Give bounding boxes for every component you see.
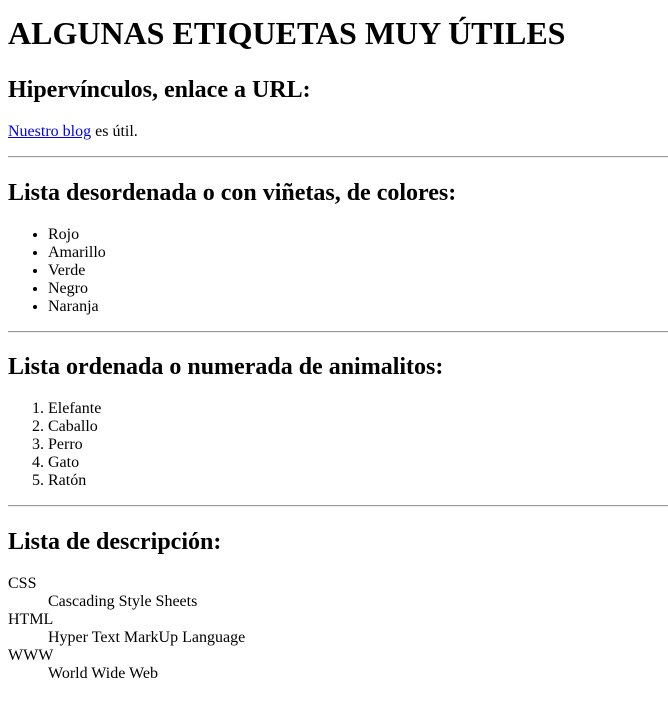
animals-list — [8, 400, 101, 490]
list-item-color: • Amarillo — [48, 244, 106, 262]
list-item-color: • Rojo — [48, 226, 106, 244]
description-term: CSS — [8, 575, 37, 592]
description-list — [8, 575, 245, 683]
colors-heading: Lista desordenada o con viñetas, de colores: — [8, 180, 457, 206]
hyperlinks-heading: Hipervínculos, enlace a URL: — [8, 77, 311, 103]
description-definition: World Wide Web — [48, 665, 158, 682]
section-divider-1 — [8, 156, 668, 158]
list-item-color: • Verde — [48, 262, 106, 280]
animals-heading: Lista ordenada o numerada de animalitos: — [8, 354, 444, 380]
list-item-color: • Naranja — [48, 298, 106, 316]
hyperlink-paragraph — [8, 123, 138, 141]
colors-list — [8, 226, 106, 316]
description-term: HTML — [8, 611, 54, 628]
descriptions-heading: Lista de descripción: — [8, 529, 222, 555]
description-definition: Cascading Style Sheets — [48, 593, 198, 610]
list-item-color: • Negro — [48, 280, 106, 298]
section-divider-2 — [8, 331, 668, 333]
section-divider-3 — [8, 505, 668, 507]
list-item-animal: 5. Ratón — [48, 472, 101, 490]
list-item-animal: 2. Caballo — [48, 418, 101, 436]
page-title: ALGUNAS ETIQUETAS MUY ÚTILES — [8, 15, 566, 51]
description-definition: Hyper Text MarkUp Language — [48, 629, 246, 646]
list-item-animal: 1. Elefante — [48, 400, 101, 418]
hyperlink-suffix-text: es útil. — [91, 123, 138, 140]
description-term: WWW — [8, 647, 54, 664]
list-item-animal: 3. Perro — [48, 436, 101, 454]
list-item-animal: 4. Gato — [48, 454, 101, 472]
blog-link[interactable]: Nuestro blog — [8, 123, 92, 140]
